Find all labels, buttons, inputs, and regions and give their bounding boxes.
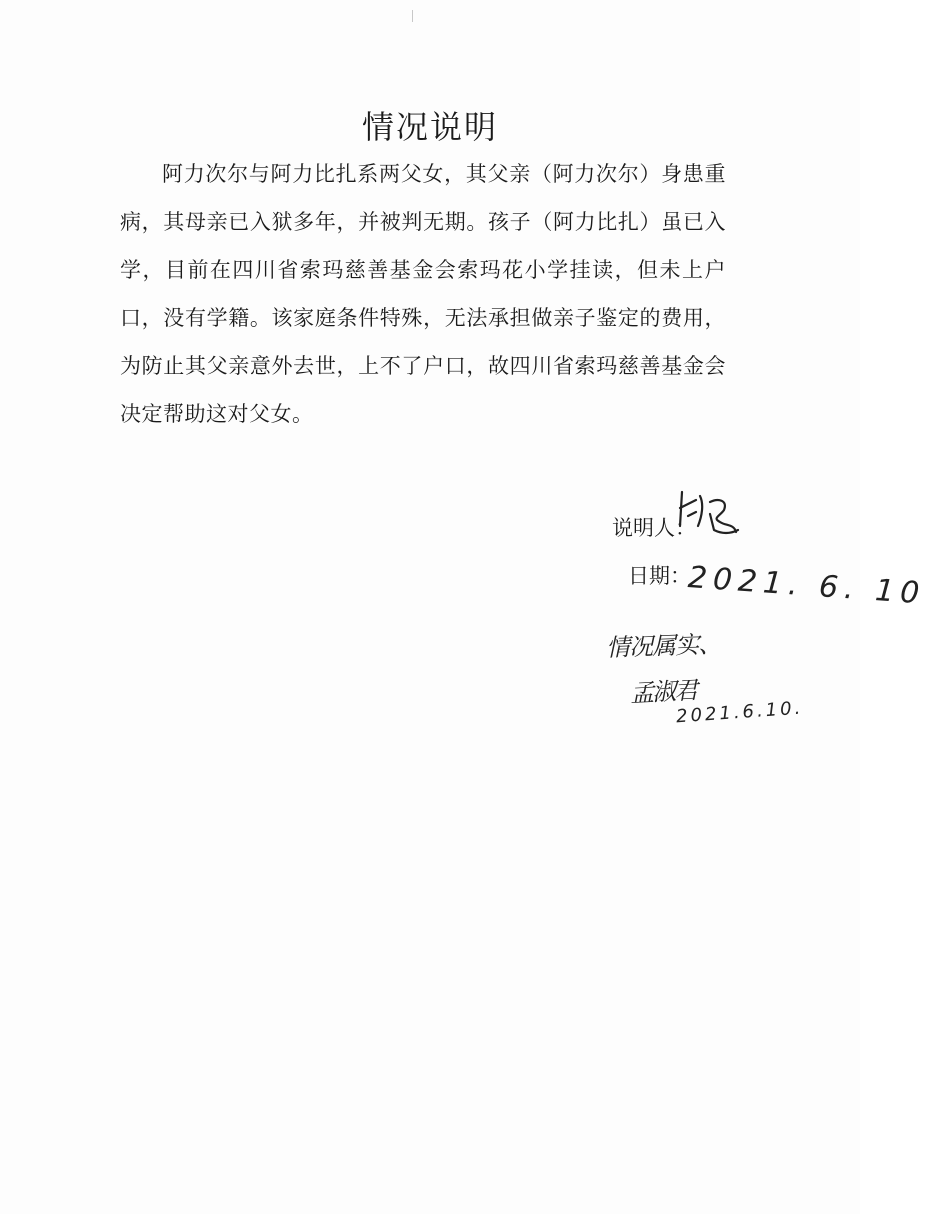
date-label: 日期：: [628, 564, 691, 588]
signer-label: 说明人：: [612, 516, 696, 540]
handwritten-signature: [674, 486, 744, 542]
document-title: 情况说明: [361, 108, 498, 146]
confirmation-note: 情况属实、: [605, 630, 722, 662]
confirmation-date: 2021.6.10.: [675, 697, 804, 728]
document-body: 阿力次尔与阿力比扎系两父女，其父亲（阿力次尔）身患重病，其母亲已入狱多年，并被判无期。孩子（阿力比扎）虽已入学，目前在四川省索玛慈善基金会索玛花小学挂读，但未上户口，没有学籍。该家庭条件特殊，无法承担做亲子鉴定的费用，为防止其父亲意外去世，上不了户口，故四川省索玛慈善基金会决定帮助这对父女。: [120, 162, 726, 426]
handwritten-date: 2021. 6. 10: [686, 560, 926, 612]
confirmation-signer: 孟淑君: [629, 676, 697, 708]
scan-mark: [412, 10, 413, 22]
